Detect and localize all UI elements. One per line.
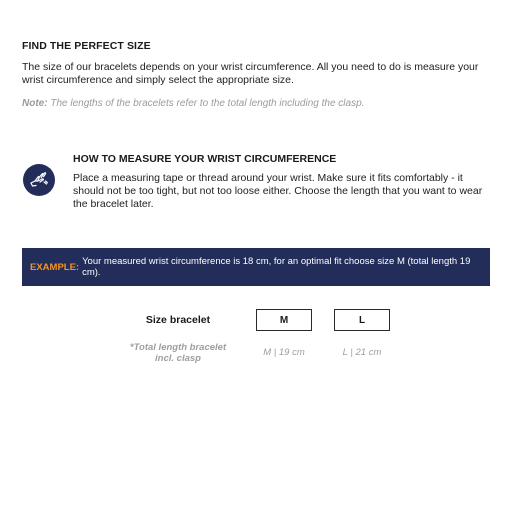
size-bracelet-label: Size bracelet: [145, 314, 211, 326]
size-m-length: M | 19 cm: [263, 347, 305, 358]
size-l-length: L | 21 cm: [342, 347, 382, 358]
example-label: EXAMPLE:: [30, 261, 80, 273]
footnote-line-2: incl. clasp: [155, 353, 201, 364]
note-body: The lengths of the bracelets refer to the total length including the clasp.: [47, 98, 365, 109]
total-length-footnote: [118, 342, 238, 364]
footnote-line-1: *Total length bracelet: [129, 342, 227, 353]
note-label: Note:: [22, 98, 48, 109]
size-m-button[interactable]: M: [256, 309, 312, 331]
note-text: [22, 98, 492, 109]
intro-text: The size of our bracelets depends on your wrist circumference. All you need to do is measure your wrist circumference and simply select the appropriate size.: [22, 61, 479, 86]
example-banner: [22, 248, 490, 286]
example-text: Your measured wrist circumference is 18 cm, for an optimal fit choose size M (total length 19 cm).: [82, 256, 471, 278]
measure-title: HOW TO MEASURE YOUR WRIST CIRCUMFERENCE: [73, 153, 337, 165]
page-title: FIND THE PERFECT SIZE: [22, 40, 151, 52]
size-l-button[interactable]: L: [334, 309, 390, 331]
hand-measure-icon: [23, 164, 55, 196]
measure-instructions: Place a measuring tape or thread around your wrist. Make sure it fits comfortably - it should not be too tight, but not too loose either. Choose the length that you want to wear the bracelet later.: [73, 172, 483, 210]
